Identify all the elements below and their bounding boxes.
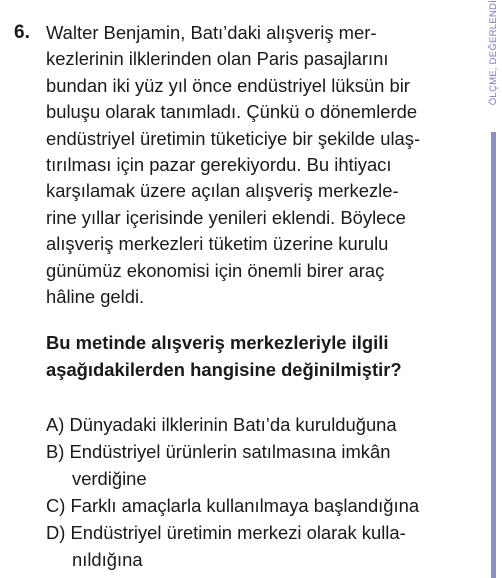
passage-line: buluşu olarak tanımladı. Çünkü o dönemlerde bbox=[46, 101, 418, 123]
answer-option-d[interactable] bbox=[46, 519, 476, 573]
passage-line: bundan iki yüz yıl önce endüstriyel lüksün bir bbox=[46, 74, 410, 96]
answer-options bbox=[46, 411, 476, 573]
question-prompt bbox=[46, 329, 466, 383]
passage-line: hâline geldi. bbox=[46, 286, 145, 308]
prompt-line: aşağıdakilerden hangisine değinilmiştir? bbox=[46, 359, 402, 380]
answer-option-b[interactable] bbox=[46, 438, 476, 492]
passage-line: alışveriş merkezleri tüketim üzerine kurulu bbox=[46, 233, 389, 255]
passage-line: Walter Benjamin, Batı’daki alışveriş mer- bbox=[46, 22, 377, 43]
answer-option-a[interactable] bbox=[46, 411, 476, 438]
option-text: D) Endüstriyel üretimin merkezi olarak kulla- bbox=[46, 522, 406, 543]
sidebar-label-text: ÖLÇME, DEĞERLENDİ bbox=[488, 0, 499, 106]
prompt-line: Bu metinde alışveriş merkezleriyle ilgili bbox=[46, 332, 389, 353]
passage-line: günümüz ekonomisi için önemli birer araç bbox=[46, 259, 385, 281]
option-text-continued: verdiğine bbox=[72, 468, 147, 489]
option-text-continued: nıldığına bbox=[72, 549, 143, 570]
option-text: C) Farklı amaçlarla kullanılmaya başlandığına bbox=[46, 495, 420, 516]
question-passage bbox=[46, 20, 466, 310]
passage-line: tırılması için pazar gerekiyordu. Bu ihtiyacı bbox=[46, 154, 392, 176]
passage-line: kezlerinin ilklerinden olan Paris pasajlarını bbox=[46, 48, 389, 70]
passage-line: rine yıllar içerisinde yenileri eklendi. Böylece bbox=[46, 206, 406, 228]
answer-option-c[interactable] bbox=[46, 492, 476, 519]
passage-line: karşılamak üzere açılan alışveriş merkezle- bbox=[46, 180, 399, 202]
question-number: 6. bbox=[14, 22, 30, 43]
option-text: B) Endüstriyel ürünlerin satılmasına imkân bbox=[46, 441, 391, 462]
option-text: A) Dünyadaki ilklerinin Batı’da kurulduğuna bbox=[46, 414, 397, 435]
passage-line: endüstriyel üretimin tüketiciye bir şekilde ulaş- bbox=[46, 127, 421, 149]
sidebar-accent-bar bbox=[491, 132, 496, 578]
sidebar-label bbox=[485, 0, 499, 120]
